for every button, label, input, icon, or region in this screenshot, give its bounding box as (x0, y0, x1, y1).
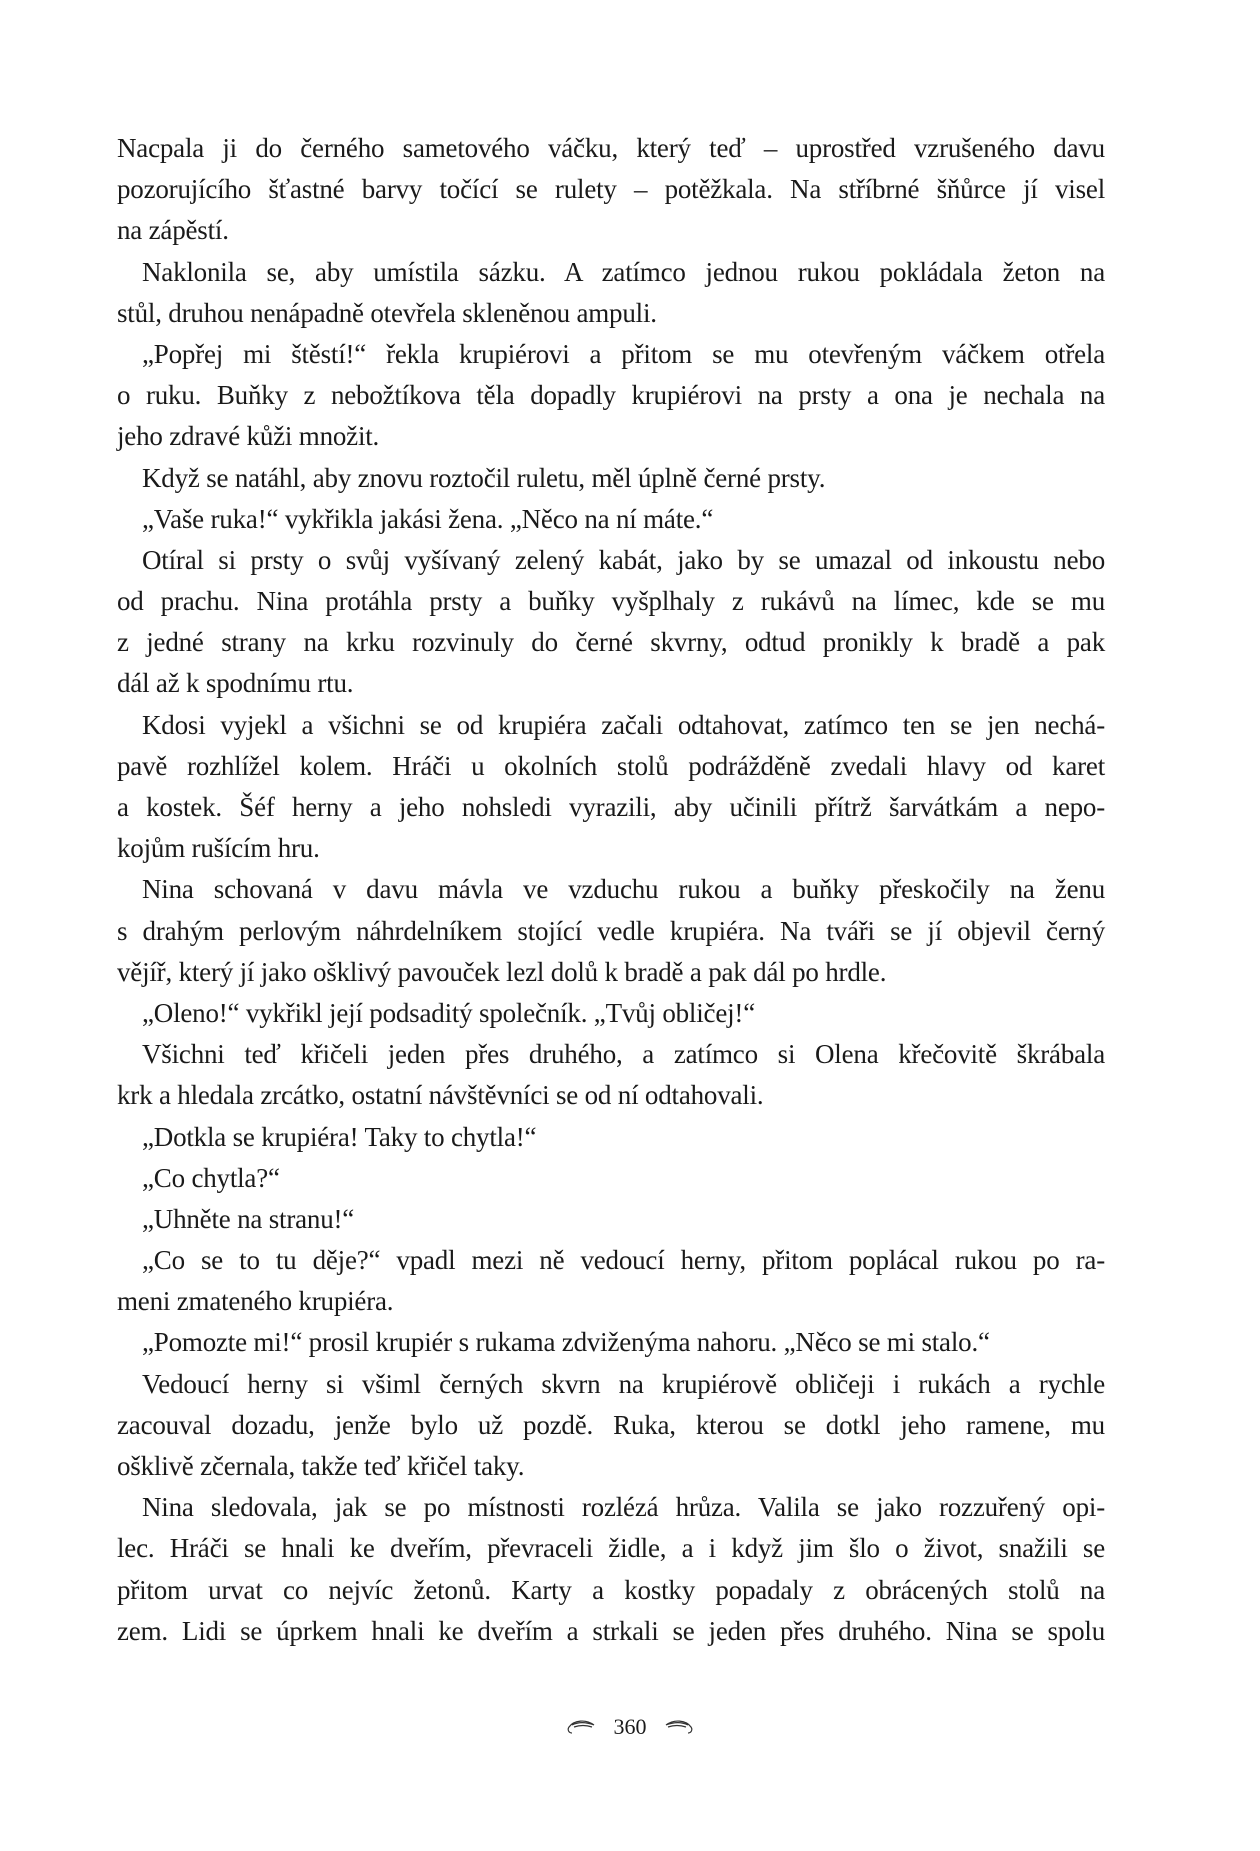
paragraph (117, 1364, 1105, 1488)
paragraph (117, 499, 1105, 540)
text-line: Když se natáhl, aby znovu roztočil ruletu, měl úplně černé prsty. (142, 462, 826, 493)
text-line: o ruku. Buňky z nebožtíkova těla dopadly krupiérovi na prsty a ona je nechala na (117, 380, 1105, 411)
ornament-right-icon (664, 1719, 694, 1735)
text-line: s drahým perlovým náhrdelníkem stojící vedle krupiéra. Na tváři se jí objevil černý (117, 915, 1105, 946)
text-line: Vedoucí herny si všiml černých skvrn na krupiérově obličeji i rukách a rychle (142, 1368, 1105, 1399)
text-line: Nina schovaná v davu mávla ve vzduchu rukou a buňky přeskočily na ženu (142, 874, 1105, 905)
text-line: vějíř, který jí jako ošklivý pavouček lezl dolů k bradě a pak dál po hrdle. (117, 956, 887, 987)
text-line: stůl, druhou nenápadně otevřela skleněnou ampuli. (117, 297, 657, 328)
text-line: kojům rušícím hru. (117, 833, 320, 864)
text-line: „Vaše ruka!“ vykřikla jakási žena. „Něco na ní máte.“ (142, 503, 714, 534)
paragraph (117, 1322, 1105, 1363)
text-line: Otíral si prsty o svůj vyšívaný zelený kabát, jako by se umazal od inkoustu nebo (142, 544, 1105, 575)
page-footer (0, 1712, 1260, 1740)
text-line: jeho zdravé kůži množit. (117, 421, 380, 452)
text-line: zem. Lidi se úprkem hnali ke dveřím a strkali se jeden přes druhého. Nina se spolu (117, 1615, 1105, 1646)
paragraph (117, 1117, 1105, 1158)
paragraph (117, 252, 1105, 334)
page-number: 360 (613, 1713, 647, 1739)
text-line: „Pomozte mi!“ prosil krupiér s rukama zdviženýma nahoru. „Něco se mi stalo.“ (142, 1327, 990, 1358)
text-line: lec. Hráči se hnali ke dveřím, převraceli židle, a i když jim šlo o život, snažili se (117, 1533, 1105, 1564)
text-line: meni zmateného krupiéra. (117, 1286, 394, 1317)
paragraph (117, 540, 1105, 705)
text-line: zacouval dozadu, jenže bylo už pozdě. Ruka, kterou se dotkl jeho ramene, mu (117, 1409, 1105, 1440)
text-line: Nina sledovala, jak se po místnosti rozlézá hrůza. Valila se jako rozzuřený opi- (142, 1492, 1105, 1523)
text-line: Naklonila se, aby umístila sázku. A zatímco jednou rukou pokládala žeton na (142, 256, 1105, 287)
paragraph (117, 993, 1105, 1034)
text-line: pavě rozhlížel kolem. Hráči u okolních stolů podrážděně zvedali hlavy od karet (117, 750, 1105, 781)
text-line: na zápěstí. (117, 215, 229, 246)
text-line: Nacpala ji do černého sametového váčku, který teď – uprostřed vzrušeného davu (117, 133, 1105, 163)
text-line: dál až k spodnímu rtu. (117, 668, 354, 699)
text-line: „Oleno!“ vykřikl její podsaditý společník. „Tvůj obličej!“ (142, 997, 755, 1028)
text-line: „Popřej mi štěstí!“ řekla krupiérovi a přitom se mu otevřeným váčkem otřela (142, 338, 1105, 369)
text-line: „Uhněte na stranu!“ (142, 1203, 355, 1234)
paragraph (117, 1199, 1105, 1240)
text-line: ošklivě zčernala, takže teď křičel taky. (117, 1451, 525, 1481)
text-line: a kostek. Šéf herny a jeho nohsledi vyrazili, aby učinili přítrž šarvátkám a nepo- (117, 792, 1105, 822)
paragraph (117, 334, 1105, 458)
paragraph (117, 458, 1105, 499)
paragraph (117, 1240, 1105, 1322)
text-line: od prachu. Nina protáhla prsty a buňky vyšplhaly z rukávů na límec, kde se mu (117, 586, 1105, 617)
paragraph (117, 869, 1105, 993)
text-line: „Co chytla?“ (142, 1162, 280, 1193)
text-line: z jedné strany na krku rozvinuly do černé skvrny, odtud pronikly k bradě a pak (117, 627, 1105, 658)
paragraph (117, 128, 1105, 252)
body-text (117, 128, 1105, 1652)
ornament-left-icon (566, 1719, 596, 1735)
text-line: „Co se to tu děje?“ vpadl mezi ně vedoucí herny, přitom poplácal rukou po ra- (142, 1245, 1105, 1276)
paragraph (117, 1487, 1105, 1652)
text-line: krk a hledala zrcátko, ostatní návštěvníci se od ní odtahovali. (117, 1080, 764, 1111)
text-line: „Dotkla se krupiéra! Taky to chytla!“ (142, 1121, 537, 1152)
paragraph (117, 705, 1105, 870)
text-line: pozorujícího šťastné barvy točící se rulety – potěžkala. Na stříbrné šňůrce jí visel (117, 174, 1105, 205)
text-line: přitom urvat co nejvíc žetonů. Karty a kostky popadaly z obrácených stolů na (117, 1574, 1105, 1605)
text-line: Všichni teď křičeli jeden přes druhého, a zatímco si Olena křečovitě škrábala (142, 1039, 1105, 1070)
paragraph (117, 1158, 1105, 1199)
text-line: Kdosi vyjekl a všichni se od krupiéra začali odtahovat, zatímco ten se jen nechá- (142, 709, 1105, 740)
paragraph (117, 1034, 1105, 1116)
